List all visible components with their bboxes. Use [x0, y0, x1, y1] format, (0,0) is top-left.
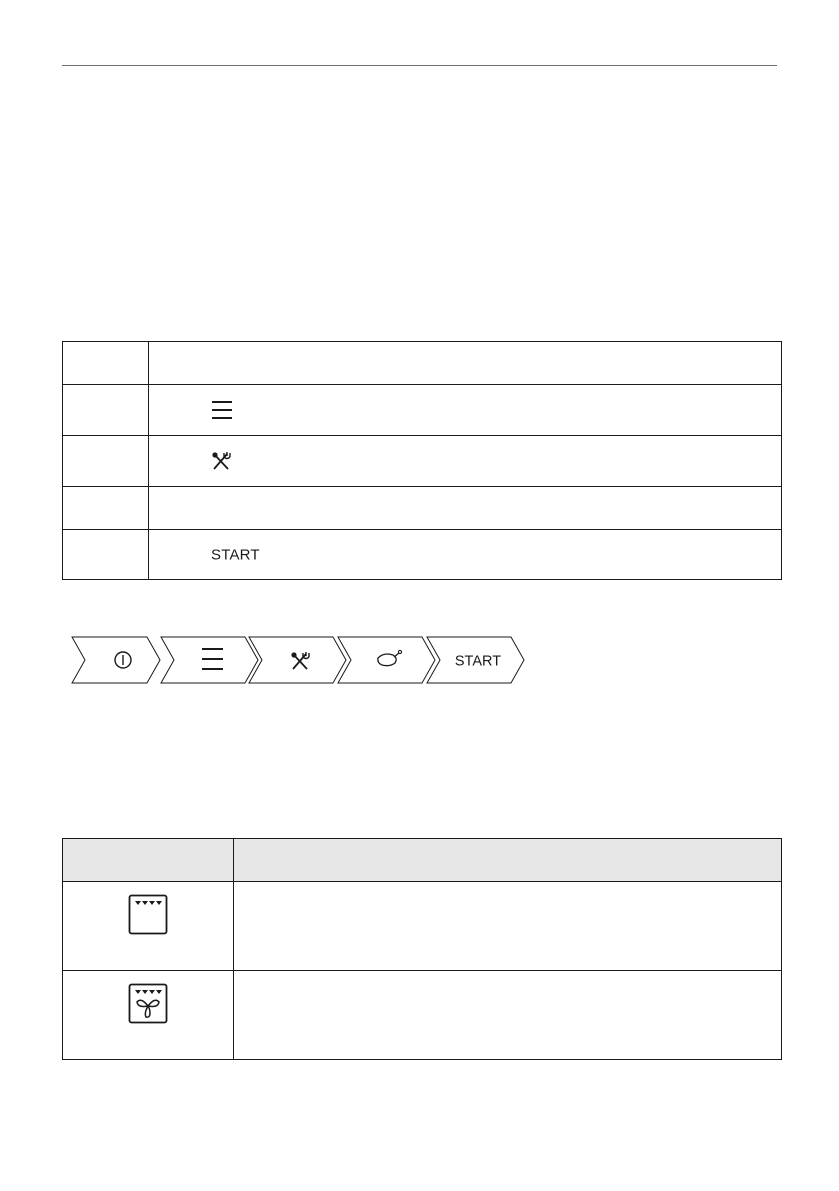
- function-description-cell: [234, 882, 782, 971]
- flow-step-start: [427, 637, 524, 683]
- table-row: [63, 882, 782, 971]
- step-description-cell: [149, 342, 782, 385]
- table-header-row: [63, 839, 782, 882]
- step-number-cell: [63, 487, 149, 530]
- table-row: [63, 487, 782, 530]
- header-rule: [62, 65, 777, 66]
- table-header-cell: [234, 839, 782, 882]
- table-row: [63, 971, 782, 1060]
- flow-step-cutlery: [249, 637, 346, 683]
- table-row: [63, 385, 782, 436]
- flow-step-menu: [161, 637, 258, 683]
- step-description-cell: [149, 487, 782, 530]
- table-row: [63, 342, 782, 385]
- flow-step-power: [72, 637, 160, 683]
- table-header-cell: [63, 839, 234, 882]
- function-icon-cell: [63, 971, 234, 1060]
- start-label: START: [454, 653, 502, 670]
- step-flow: [72, 636, 528, 684]
- step-number-cell: [63, 342, 149, 385]
- step-description-cell: [149, 385, 782, 436]
- menu-icon: [211, 399, 233, 421]
- function-description-cell: [234, 971, 782, 1060]
- cutlery-icon: [211, 451, 231, 471]
- functions-table: [62, 838, 782, 1060]
- step-description-cell: [149, 530, 782, 580]
- oven-fan-heat-icon: [128, 983, 168, 1025]
- oven-top-heat-icon: [128, 894, 168, 936]
- start-label: START: [211, 546, 260, 563]
- step-number-cell: [63, 530, 149, 580]
- function-icon-cell: [63, 882, 234, 971]
- step-description-cell: [149, 436, 782, 487]
- table-row: [63, 436, 782, 487]
- steps-table: [62, 341, 782, 580]
- table-row: [63, 530, 782, 580]
- flow-step-roast: [338, 637, 435, 683]
- step-number-cell: [63, 436, 149, 487]
- step-number-cell: [63, 385, 149, 436]
